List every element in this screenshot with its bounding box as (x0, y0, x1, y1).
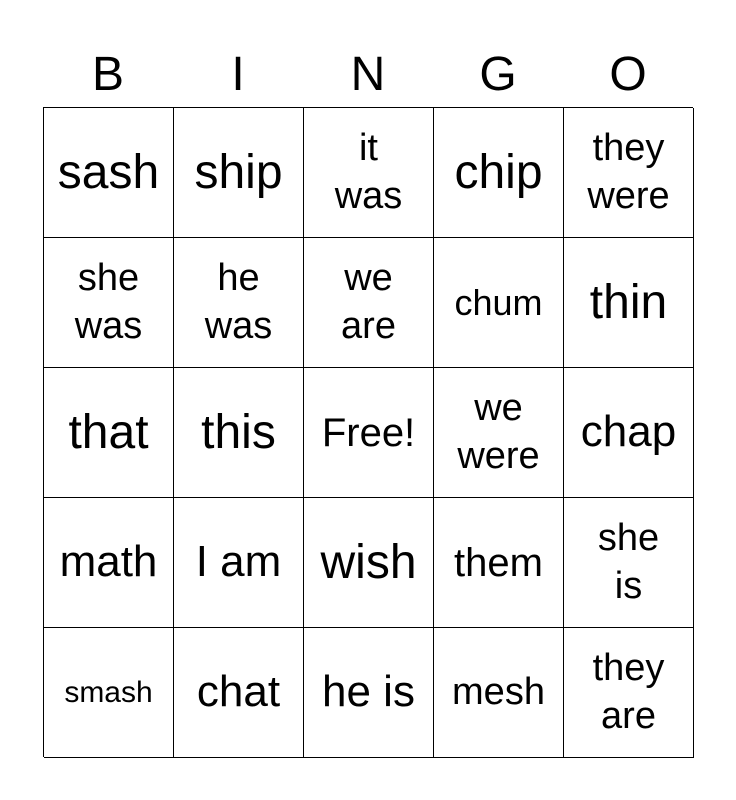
bingo-header (43, 44, 693, 106)
header-letter-o: O (609, 48, 647, 101)
bingo-cell[interactable] (174, 108, 304, 238)
cell-text: wish (320, 535, 417, 589)
cell-text: ship (194, 145, 283, 199)
bingo-cell[interactable] (564, 238, 694, 368)
cell-text: chat (196, 667, 281, 717)
bingo-cell[interactable] (174, 238, 304, 368)
header-letter-g: G (479, 48, 517, 101)
bingo-cell[interactable] (44, 108, 174, 238)
cell-text: smash (64, 675, 153, 709)
cell-text: they were (587, 127, 670, 217)
cell-text: chip (454, 145, 543, 199)
bingo-cell[interactable] (304, 238, 434, 368)
cell-text: she is (597, 517, 660, 607)
cell-text: mesh (452, 670, 545, 713)
bingo-cell[interactable] (44, 628, 174, 758)
bingo-cell[interactable] (44, 498, 174, 628)
bingo-cell[interactable] (44, 368, 174, 498)
cell-text: chum (454, 281, 543, 323)
bingo-cell[interactable] (304, 628, 434, 758)
cell-text: that (68, 405, 149, 459)
header-letter-b: B (91, 48, 124, 101)
bingo-cell[interactable] (564, 498, 694, 628)
bingo-cell[interactable] (44, 238, 174, 368)
cell-text: he was (204, 257, 273, 347)
cell-text: math (59, 537, 158, 587)
cell-text: she was (74, 257, 143, 347)
bingo-cell[interactable] (174, 368, 304, 498)
cell-text: I am (195, 537, 282, 587)
bingo-cell[interactable] (304, 498, 434, 628)
cell-text: this (201, 405, 276, 459)
header-letter-n: N (350, 48, 386, 101)
cell-text: he is (322, 667, 415, 717)
header-letter-i: I (231, 48, 245, 101)
bingo-cell[interactable] (434, 628, 564, 758)
cell-text: we are (341, 257, 396, 347)
cell-text: Free! (321, 410, 416, 455)
cell-text: it was (334, 127, 403, 217)
cell-text: thin (589, 275, 668, 329)
cell-text: chap (580, 407, 677, 457)
bingo-cell[interactable] (564, 628, 694, 758)
cell-text: we were (457, 387, 540, 477)
bingo-cell[interactable] (434, 238, 564, 368)
bingo-cell[interactable] (564, 368, 694, 498)
bingo-cell[interactable] (174, 628, 304, 758)
bingo-board (43, 107, 693, 757)
bingo-cell[interactable] (304, 108, 434, 238)
bingo-cell[interactable] (434, 498, 564, 628)
cell-text: they are (592, 647, 665, 737)
bingo-cell[interactable] (434, 368, 564, 498)
cell-text: sash (57, 145, 160, 199)
bingo-cell[interactable] (434, 108, 564, 238)
bingo-cell[interactable] (564, 108, 694, 238)
bingo-cell[interactable] (174, 498, 304, 628)
bingo-cell-free[interactable] (304, 368, 434, 498)
cell-text: them (454, 540, 543, 585)
